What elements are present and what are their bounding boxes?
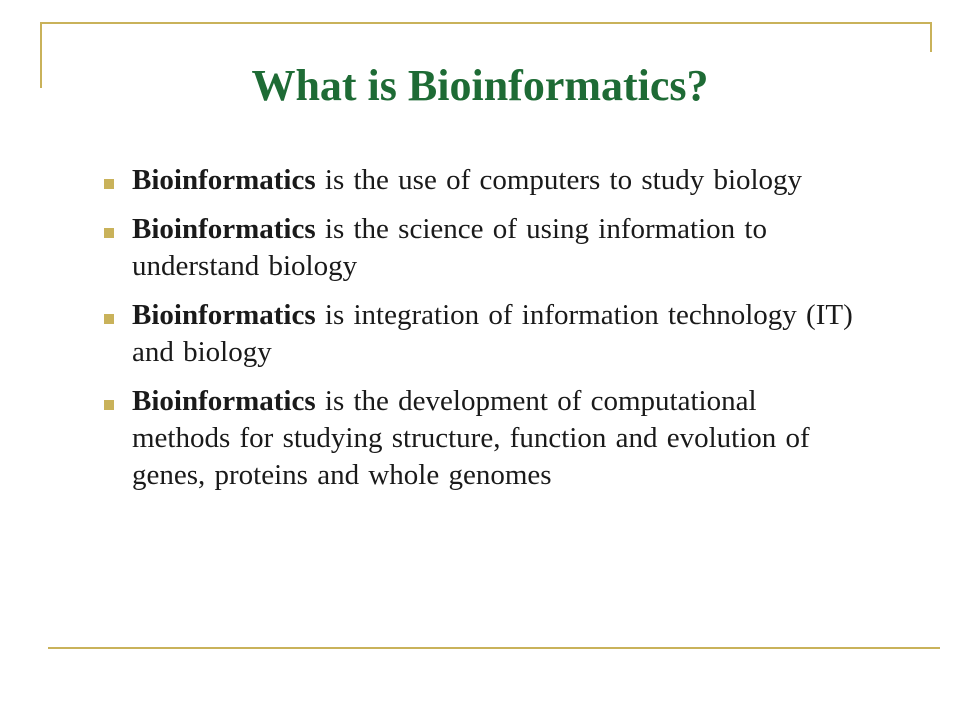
bullet-item (100, 162, 860, 199)
bullet-item (100, 297, 860, 371)
bullet-text: is the use of computers to study biology (324, 164, 803, 196)
slide-title: What is Bioinformatics? (251, 61, 709, 110)
right-frame-rule (930, 22, 932, 52)
bullet-term: Bioinformatics (132, 385, 316, 417)
bullet-item (100, 383, 860, 494)
bullet-item (100, 211, 860, 285)
top-frame-rule (40, 22, 932, 24)
bullet-text: is integration of information technology (IT) and biology (132, 299, 853, 368)
bullet-list (100, 162, 860, 506)
bullet-text: is the development of computational methods for studying structure, function and evolution of genes, proteins and whole genomes (132, 385, 810, 491)
square-bullet-icon (104, 400, 114, 410)
bullet-text: is the science of using information to understand biology (132, 213, 767, 282)
square-bullet-icon (104, 179, 114, 189)
bottom-frame-rule (48, 647, 940, 649)
bullet-term: Bioinformatics (132, 164, 316, 196)
square-bullet-icon (104, 228, 114, 238)
square-bullet-icon (104, 314, 114, 324)
bullet-term: Bioinformatics (132, 213, 316, 245)
bullet-term: Bioinformatics (132, 299, 316, 331)
